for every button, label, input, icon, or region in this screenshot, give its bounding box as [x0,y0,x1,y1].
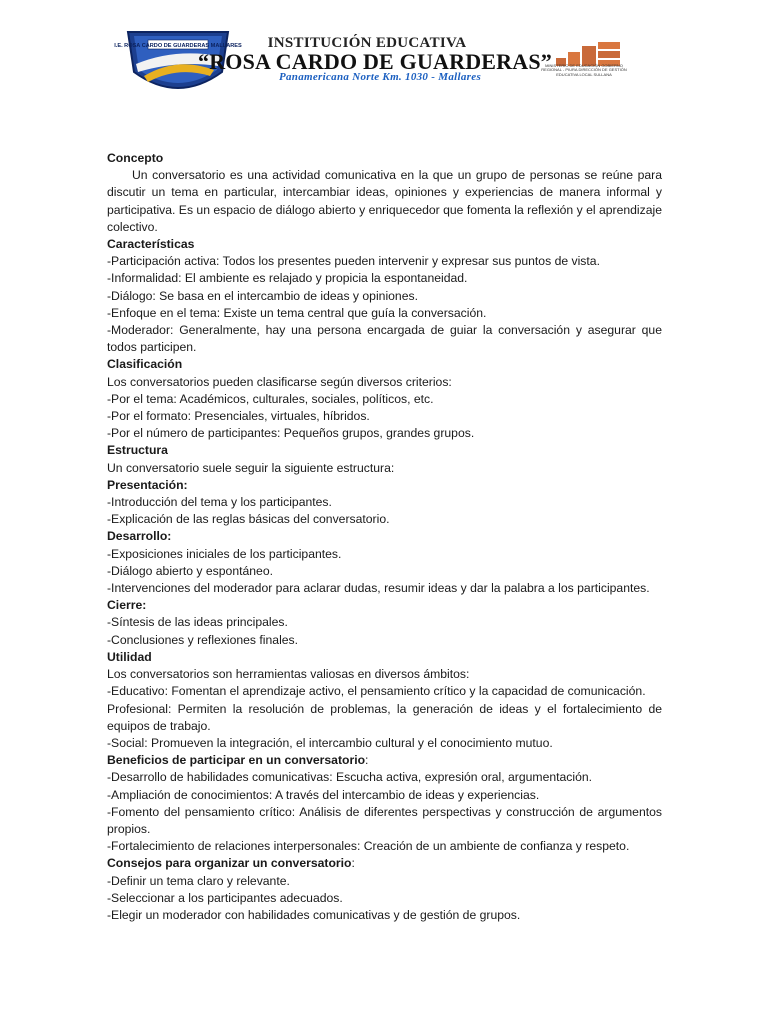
paragraph: Un conversatorio es una actividad comunicativa en la que un grupo de personas se reúne para discutir un tema en particular, intercambiar ideas, opiniones y experiencias de manera informal y participativa. Es un espacio de diálogo abierto y enriquecedor que fomenta la reflexión y el aprendizaje colectivo. [107,168,662,234]
text-line: -Introducción del tema y los participantes. [107,495,332,510]
text-line: -Definir un tema claro y relevante. [107,873,290,888]
text-line: Los conversatorios pueden clasificarse según diversos criterios: [107,374,452,389]
document-body [107,150,662,924]
text-line: Un conversatorio suele seguir la siguiente estructura: [107,460,395,475]
text-line: -Por el número de participantes: Pequeños grupos, grandes grupos. [107,426,475,441]
text-line: -Exposiciones iniciales de los participantes. [107,546,342,561]
section-heading: Características [107,237,195,252]
text-line: -Enfoque en el tema: Existe un tema central que guía la conversación. [107,305,487,320]
text-line: -Fortalecimiento de relaciones interpersonales: Creación de un ambiente de confianza y respeto. [107,839,630,854]
section-heading: Desarrollo: [107,529,172,544]
text-line: -Síntesis de las ideas principales. [107,615,288,630]
text-line: -Explicación de las reglas básicas del conversatorio. [107,512,390,527]
letterhead [0,0,768,100]
section-heading: Concepto [107,151,164,165]
section-heading: Estructura [107,443,168,458]
text-line: -Seleccionar a los participantes adecuados. [107,890,343,905]
text-line: -Participación activa: Todos los presentes pueden intervenir y expresar sus puntos de vista. [107,254,600,269]
text-line: -Diálogo abierto y espontáneo. [107,563,273,578]
text-line: -Conclusiones y reflexiones finales. [107,632,299,647]
section-heading: Clasificación [107,357,183,372]
text-line: -Informalidad: El ambiente es relajado y propicia la espontaneidad. [107,271,468,286]
section-heading: Consejos para organizar un conversatorio: [107,856,355,871]
crest-text: I.E. ROSA CARDO DE GUARDERAS MALLARES [114,43,242,49]
text-line: Los conversatorios son herramientas valiosas en diversos ámbitos: [107,667,470,682]
text-line: Profesional: Permiten la resolución de problemas, la generación de ideas y el fortalecimiento de equipos de trabajo. [107,701,662,733]
section-heading: Presentación: [107,477,188,492]
text-line: -Educativo: Fomentan el aprendizaje activo, el pensamiento crítico y la capacidad de comunicación. [107,684,646,699]
institution-label: INSTITUCIÓN EDUCATIVA [267,35,467,51]
text-line: -Social: Promueven la integración, el intercambio cultural y el conocimiento mutuo. [107,735,553,750]
text-line: -Intervenciones del moderador para aclarar dudas, resumir ideas y dar la palabra a los participantes. [107,581,650,596]
section-heading: Cierre: [107,598,147,613]
institution-name: “ROSA CARDO DE GUARDERAS” [198,49,552,74]
institution-address: Panamericana Norte Km. 1030 - Mallares [278,71,482,83]
text-line: -Diálogo: Se basa en el intercambio de ideas y opiniones. [107,288,418,303]
text-line: -Elegir un moderador con habilidades comunicativas y de gestión de grupos. [107,907,521,922]
section-heading: Beneficios de participar en un conversatorio: [107,753,369,768]
text-line: -Ampliación de conocimientos: A través del intercambio de ideas y experiencias. [107,787,540,802]
text-line: -Por el tema: Académicos, culturales, sociales, políticos, etc. [107,391,434,406]
text-line: -Desarrollo de habilidades comunicativas: Escucha activa, expresión oral, argumentación. [107,770,593,785]
text-line: -Moderador: Generalmente, hay una persona encargada de guiar la conversación y asegurar que todos participen. [107,323,662,355]
ministry-caption: MINISTERIO DE EDUCACIÓN GOBIERNO REGIONAL - PIURA DIRECCIÓN DE GESTIÓN EDUCATIVA LOCAL SULLANA [541,63,627,77]
text-line: -Fomento del pensamiento crítico: Análisis de diferentes perspectivas y construcción de argumentos propios. [107,804,662,836]
text-line: -Por el formato: Presenciales, virtuales, híbridos. [107,409,370,424]
section-heading: Utilidad [107,649,152,664]
